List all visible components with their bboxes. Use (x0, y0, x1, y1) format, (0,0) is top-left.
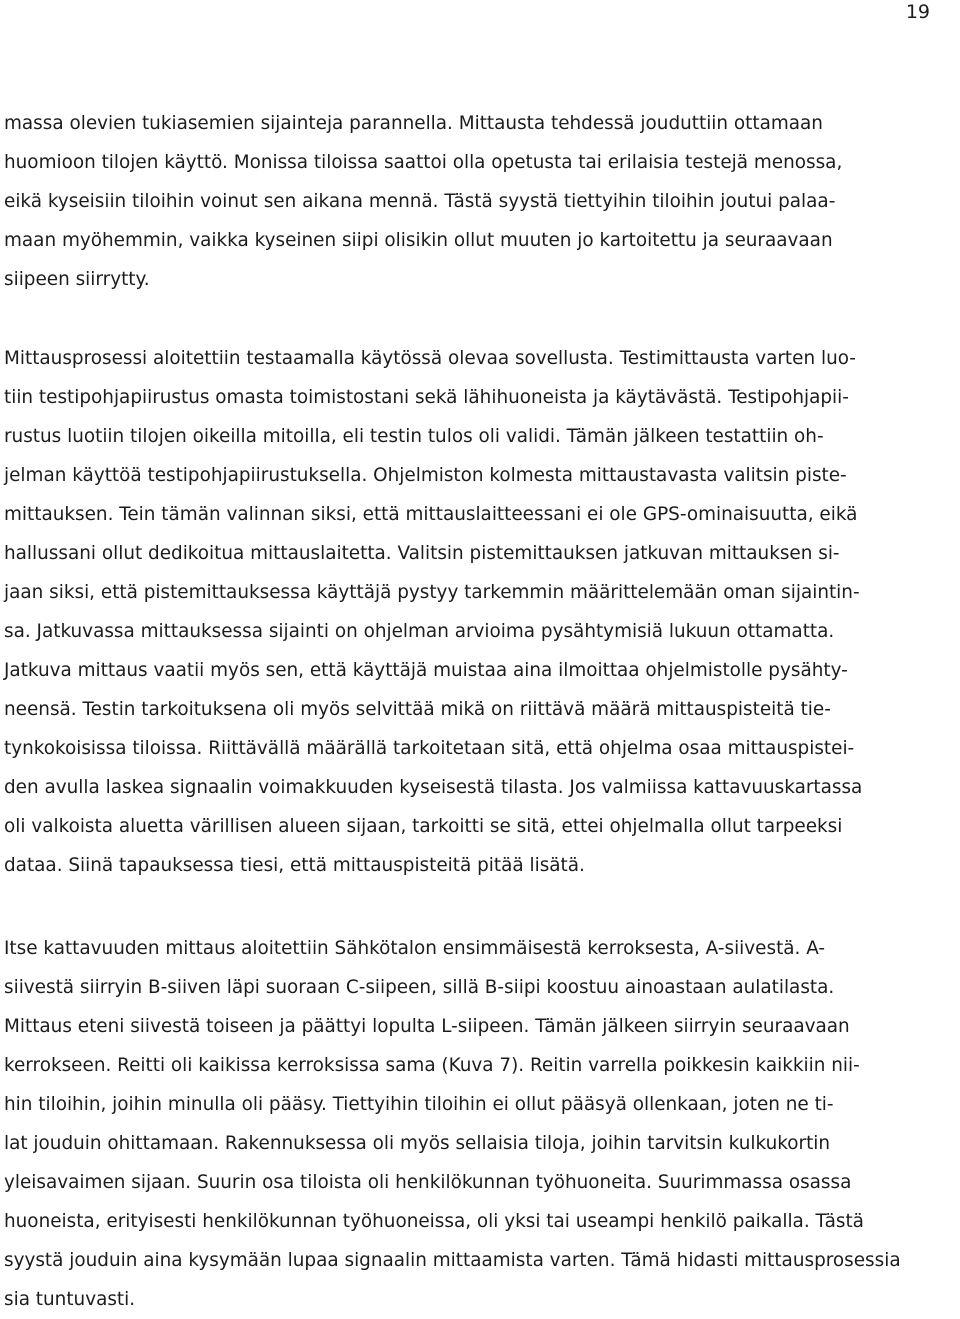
text-line: Jatkuva mittaus vaatii myös sen, että käyttäjä muistaa aina ilmoittaa ohjelmistolle pysähty- (4, 660, 848, 681)
text-line: rustus luotiin tilojen oikeilla mitoilla, eli testin tulos oli validi. Tämän jälkeen testattiin oh- (4, 426, 824, 447)
text-line: hin tiloihin, joihin minulla oli pääsy. Tiettyihin tiloihin ei ollut pääsyä ollenkaan, joten ne ti- (4, 1094, 834, 1115)
text-line: neensä. Testin tarkoituksena oli myös selvittää mikä on riittävä määrä mittauspisteitä tie- (4, 699, 831, 720)
text-line: Mittausprosessi aloitettiin testaamalla käytössä olevaa sovellusta. Testimittausta varten luo- (4, 348, 856, 369)
text-line: siipeen siirrytty. (4, 269, 150, 290)
text-line: sa. Jatkuvassa mittauksessa sijainti on ohjelman arvioima pysähtymisiä lukuun ottamatta. (4, 621, 835, 642)
paragraph-2 (4, 339, 954, 885)
page-number: 19 (905, 1, 930, 23)
text-line: jaan siksi, että pistemittauksessa käyttäjä pystyy tarkemmin määrittelemään oman sijaintin- (4, 582, 860, 603)
text-line: hallussani ollut dedikoitua mittauslaitetta. Valitsin pistemittauksen jatkuvan mittauksen si- (4, 543, 840, 564)
text-line: kerrokseen. Reitti oli kaikissa kerroksissa sama (Kuva 7). Reitin varrella poikkesin kaikkiin nii- (4, 1055, 860, 1076)
text-line: huomioon tilojen käyttö. Monissa tiloissa saattoi olla opetusta tai erilaisia testejä menossa, (4, 152, 843, 173)
paragraph-3 (4, 929, 954, 1319)
text-line: oli valkoista aluetta värillisen alueen sijaan, tarkoitti se sitä, ettei ohjelmalla ollut tarpeeksi (4, 816, 843, 837)
text-line: eikä kyseisiin tiloihin voinut sen aikana mennä. Tästä syystä tiettyihin tiloihin joutui palaa- (4, 191, 836, 212)
text-line: massa olevien tukiasemien sijainteja parannella. Mittausta tehdessä jouduttiin ottamaan (4, 113, 823, 134)
text-line: lat jouduin ohittamaan. Rakennuksessa oli myös sellaisia tiloja, joihin tarvitsin kulkukortin (4, 1133, 831, 1154)
text-line: den avulla laskea signaalin voimakkuuden kyseisestä tilasta. Jos valmiissa kattavuuskartassa (4, 777, 863, 798)
text-line: syystä jouduin aina kysymään lupaa signaalin mittaamista varten. Tämä hidasti mittausprosessia (4, 1250, 901, 1271)
text-line: sia tuntuvasti. (4, 1289, 136, 1310)
text-line: Mittaus eteni siivestä toiseen ja päättyi lopulta L-siipeen. Tämän jälkeen siirryin seuraavaan (4, 1016, 850, 1037)
text-line: Itse kattavuuden mittaus aloitettiin Sähkötalon ensimmäisestä kerroksesta, A-siivestä. A- (4, 938, 826, 959)
text-line: yleisavaimen sijaan. Suurin osa tiloista oli henkilökunnan työhuoneita. Suurimmassa osassa (4, 1172, 852, 1193)
text-line: mittauksen. Tein tämän valinnan siksi, että mittauslaitteessani ei ole GPS-ominaisuutta, eikä (4, 504, 858, 525)
text-line: dataa. Siinä tapauksessa tiesi, että mittauspisteitä pitää lisätä. (4, 855, 585, 876)
text-line: siivestä siirryin B-siiven läpi suoraan C-siipeen, sillä B-siipi koostuu ainoastaan aulatilasta. (4, 977, 835, 998)
text-line: maan myöhemmin, vaikka kyseinen siipi olisikin ollut muuten jo kartoitettu ja seuraavaan (4, 230, 833, 251)
text-line: huoneista, erityisesti henkilökunnan työhuoneissa, oli yksi tai useampi henkilö paikalla. Tästä (4, 1211, 864, 1232)
text-line: tiin testipohjapiirustus omasta toimistostani sekä lähihuoneista ja käytävästä. Testipohjapii- (4, 387, 849, 408)
text-line: jelman käyttöä testipohjapiirustuksella. Ohjelmiston kolmesta mittaustavasta valitsin piste- (4, 465, 847, 486)
paragraph-1 (4, 104, 954, 299)
text-line: tynkokoisissa tiloissa. Riittävällä määrällä tarkoitetaan sitä, että ohjelma osaa mittauspistei- (4, 738, 855, 759)
